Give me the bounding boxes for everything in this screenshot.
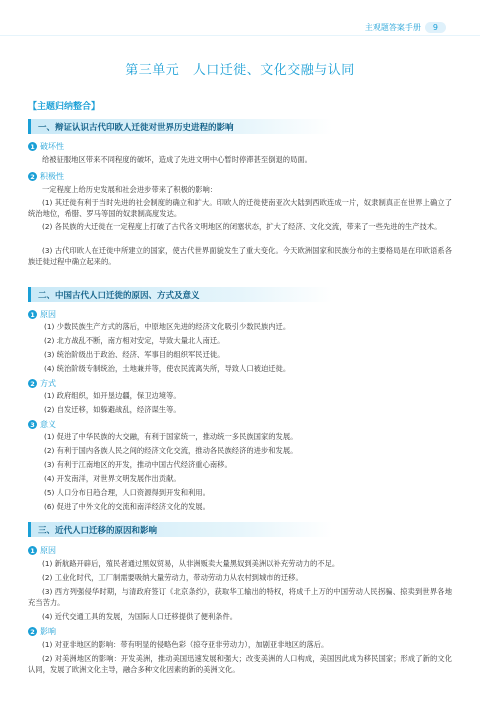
- subheading-label: 破坏性: [40, 142, 64, 151]
- header-divider: [0, 35, 480, 36]
- paragraph: (1) 新航路开辟后，殖民者通过黑奴贸易，从非洲贩卖大量黑奴到美洲以补充劳动力的不足。: [42, 559, 340, 568]
- paragraph: (1) 对亚非地区的影响：带有明显的侵略色彩（掠夺亚非劳动力），加剧亚非地区的落后。: [42, 640, 329, 649]
- list-item: (4) 开发南洋，对世界文明发展作出贡献。: [44, 474, 181, 483]
- number-badge: 2: [28, 172, 37, 181]
- book-title: 主观题答案手册: [364, 23, 421, 32]
- subheading-label: 积极性: [40, 172, 64, 181]
- subheading: [28, 419, 56, 430]
- section-title: 二、中国古代人口迁徙的原因、方式及意义: [38, 290, 200, 301]
- subheading: [28, 171, 64, 182]
- subheading-label: 原因: [40, 546, 56, 555]
- subheading-label: 原因: [40, 310, 56, 319]
- section-heading-2: [28, 287, 332, 302]
- paragraph: 一定程度上给历史发展和社会进步带来了积极的影响：: [42, 185, 218, 194]
- section-title: 三、近代人口迁移的原因和影响: [38, 525, 158, 536]
- paragraph: (3) 西方列强侵华时期，与清政府签订《北京条约》，获取华工输出的特权，将成千上万的中国劳动人民拐骗、掠卖到世界各地充当苦力。: [28, 587, 452, 607]
- list-item: (1) 少数民族生产方式的落后，中原地区先进的经济文化吸引少数民族内迁。: [44, 322, 291, 331]
- page-header: [365, 22, 446, 33]
- section-title: 一、辩证认识古代印欧人迁徙对世界历史进程的影响: [38, 122, 234, 133]
- summary-label: 【主题归纳整合】: [28, 102, 101, 112]
- subheading: [28, 545, 56, 556]
- number-badge: 2: [28, 627, 37, 636]
- list-item: (3) 统治阶级出于政治、经济、军事目的组织军民迁徙。: [44, 350, 225, 359]
- subheading-label: 意义: [40, 420, 56, 429]
- list-item: (2) 北方战乱不断，南方相对安定，导致大量北人南迁。: [44, 336, 225, 345]
- number-badge: 1: [28, 310, 37, 319]
- subheading: [28, 378, 56, 389]
- paragraph: (4) 近代交通工具的发展，为国际人口迁移提供了便利条件。: [42, 612, 238, 621]
- paragraph: (2) 工业化时代，工厂制需要吸纳大量劳动力，带动劳动力从农村到城市的迁移。: [42, 573, 303, 582]
- subheading-label: 方式: [40, 379, 56, 388]
- paragraph: (3) 古代印欧人在迁徙中所建立的国家，使古代世界面貌发生了重大变化。今天欧洲国家和民族分布的主要格局是在印欧语系各族迁徙过程中确立起来的。: [28, 246, 452, 266]
- section-heading-1: [28, 119, 332, 134]
- page-number: 9: [425, 22, 446, 33]
- list-item: (3) 有利于江南地区的开发，推动中国古代经济重心南移。: [44, 460, 232, 469]
- list-item: (1) 促进了中华民族的大交融，有利于国家统一，推动统一多民族国家的发展。: [44, 432, 298, 441]
- paragraph: (2) 各民族的大迁徙在一定程度上打破了古代各文明地区的闭塞状态，扩大了经济、文化交流，带来了一些先进的生产技术。: [42, 222, 442, 231]
- subheading: [28, 309, 56, 320]
- paragraph: (1) 其迁徙有利于当时先进的社会制度的确立和扩大。印欧人的迁徙使南亚次大陆到西欧连成一片，奴隶制真正在世界上确立了统治地位，希腊、罗马等国的奴隶制高度发达。: [28, 198, 452, 218]
- list-item: (2) 自发迁移，如躲避战乱，经济谋生等。: [44, 405, 181, 414]
- list-item: (5) 人口分布日趋合理，人口资源得到开发和利用。: [44, 488, 210, 497]
- number-badge: 2: [28, 379, 37, 388]
- subheading: [28, 626, 56, 637]
- subheading: [28, 141, 64, 152]
- paragraph: (2) 对美洲地区的影响：开发美洲，推动美国迅速发展和强大；改变美洲的人口构成，美国因此成为移民国家；形成了新的文化认同，发展了欧洲文化主导，融合多种文化因素的新的美洲文化。: [28, 654, 452, 674]
- number-badge: 3: [28, 420, 37, 429]
- number-badge: 1: [28, 546, 37, 555]
- paragraph: 给被征服地区带来不同程度的破坏，造成了先进文明中心暂时停滞甚至倒退的局面。: [42, 155, 312, 164]
- number-badge: 1: [28, 142, 37, 151]
- unit-title: 第三单元 人口迁徙、文化交融与认同: [125, 63, 355, 78]
- section-heading-3: [28, 522, 332, 537]
- list-item: (4) 统治阶级专制统治，土地兼并等，使农民流离失所，导致人口被迫迁徙。: [44, 364, 291, 373]
- list-item: (1) 政府组织，如开垦边疆，保卫边境等。: [44, 391, 181, 400]
- list-item: (2) 有利于国内各族人民之间的经济文化交流，推动各民族经济的进步和发展。: [44, 446, 298, 455]
- subheading-label: 影响: [40, 627, 56, 636]
- list-item: (6) 促进了中外文化的交流和南洋经济文化的发展。: [44, 502, 210, 511]
